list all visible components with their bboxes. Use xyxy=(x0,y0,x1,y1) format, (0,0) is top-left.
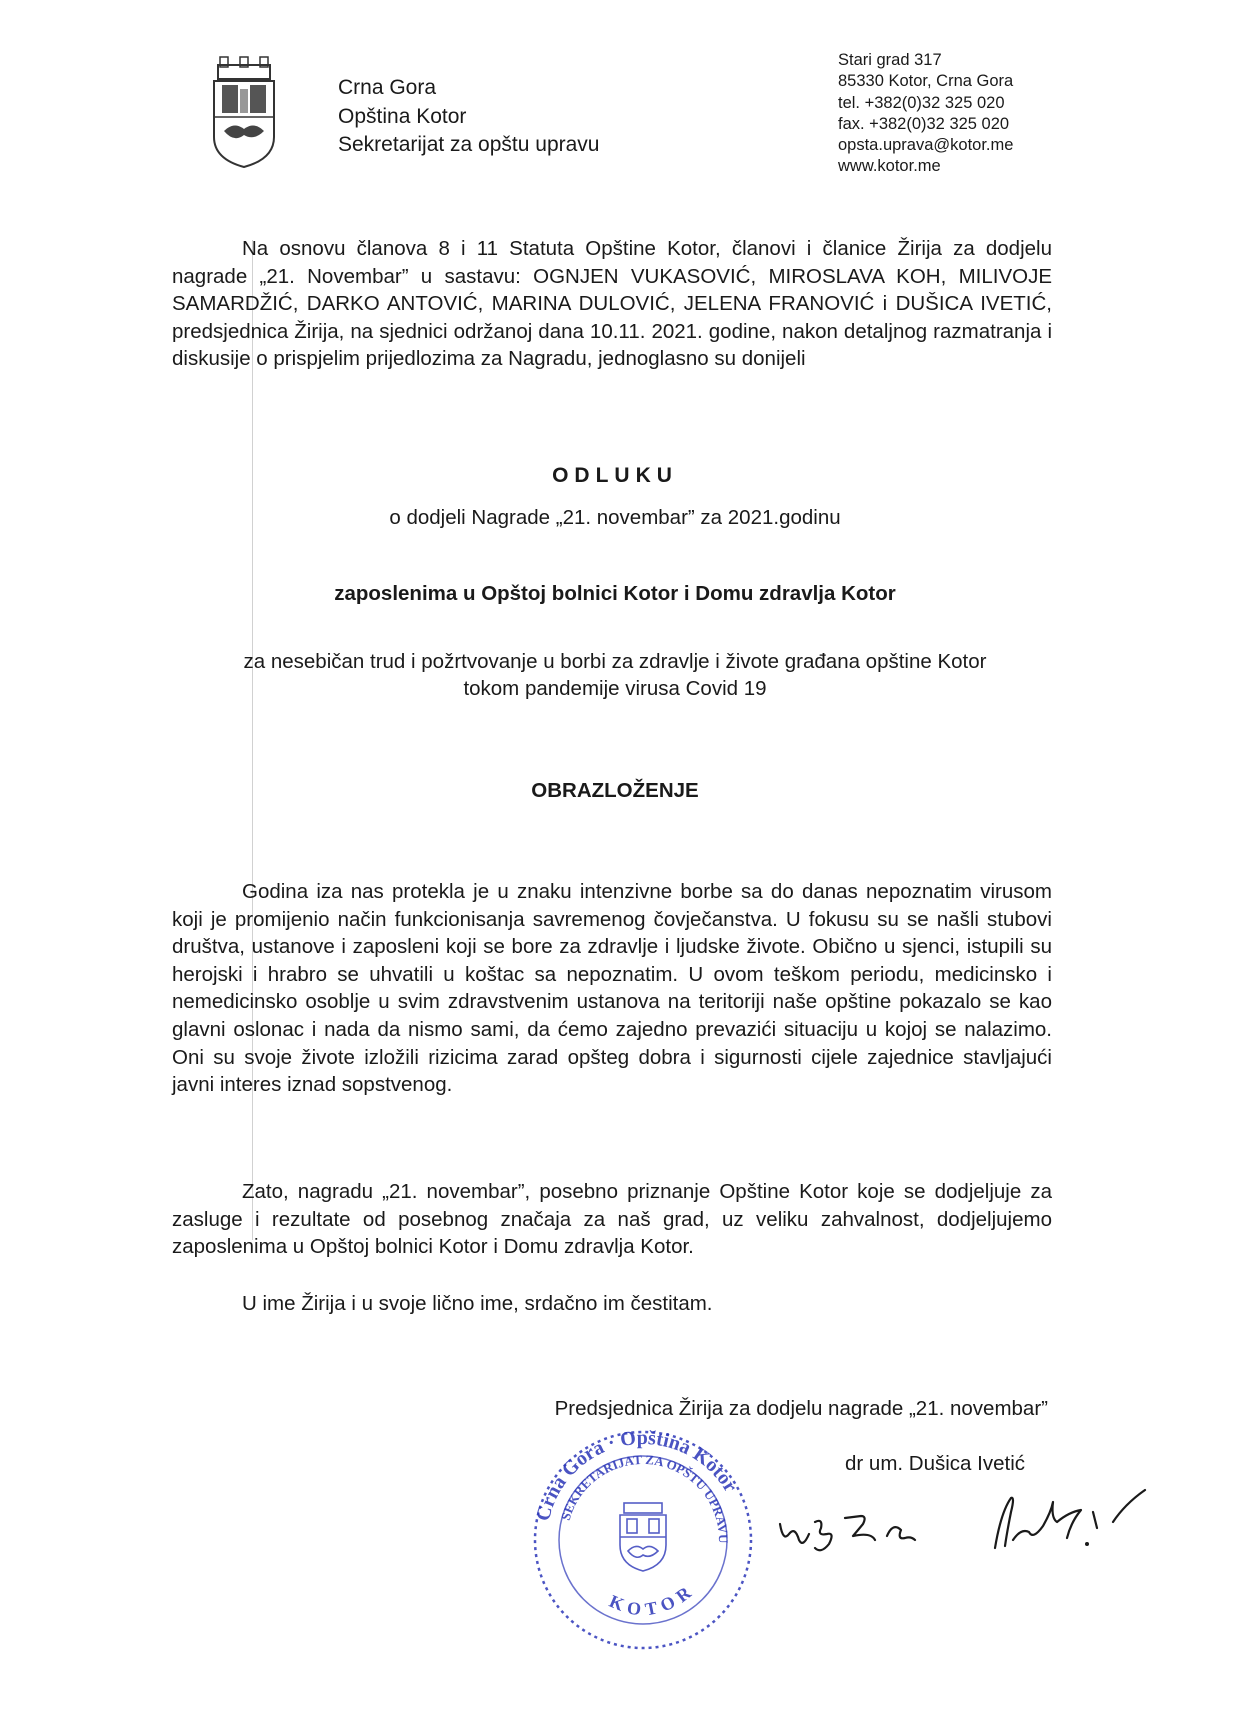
contact-phone: tel. +382(0)32 325 020 xyxy=(838,93,1005,112)
contact-city: 85330 Kotor, Crna Gora xyxy=(838,72,1014,91)
stamp-inner-text: SEKRETARIJAT ZA OPŠTU UPRAVU xyxy=(557,1451,732,1544)
decision-title: ODLUKU xyxy=(552,464,678,487)
stamp-bottom-text: KOTOR xyxy=(606,1578,700,1620)
explanation-title: OBRAZLOŽENJE xyxy=(531,779,699,802)
org-municipality: Opština Kotor xyxy=(338,104,467,128)
explanation-paragraph-1: Godina iza nas protekla je u znaku intenzivne borbe sa do danas nepoznatim virusom koji je promijenio način funkcionisanja savremenog čovječanstva. U fokusu su se našli stubovi društva, ustanove i zaposleni koji se bore za zdravlje i ljudske živote. Obično u sjenci, istupili su herojski i hrabro se uhvatili u koštac sa nepoznatim. U ovom teškom periodu, medicinsko i nemedicinsko osoblje u svim zdravstvenim ustanova na teritoriji naše opštine pokazalo se kao glavni oslonac i nada da nismo sami, da ćemo zajedno prevazići situaciju u kojoj se nalazimo. Oni su svoje živote izložili rizicima zarad opšteg dobra i sigurnosti cijele zajednice stavljajući javni interes iznad sopstvenog. xyxy=(172,880,1052,1097)
decision-recipients: zaposlenima u Opštoj bolnici Kotor i Domu zdravlja Kotor xyxy=(334,582,896,605)
handwritten-signature-icon xyxy=(775,1482,1160,1572)
decision-reason xyxy=(150,648,1080,702)
decision-reason-line2: tokom pandemije virusa Covid 19 xyxy=(463,677,767,700)
explanation-paragraph-2: Zato, nagradu „21. novembar”, posebno priznanje Opštine Kotor koje se dodjeljuje za zasluge i rezultate od posebnog značaja za naš grad, uz veliku zahvalnost, dodjeljujemo zaposlenima u Opštoj bolnici Kotor i Domu zdravlja Kotor. xyxy=(172,1180,1052,1259)
contact-website: www.kotor.me xyxy=(838,157,941,176)
intro-paragraph: Na osnovu članova 8 i 11 Statuta Opštine Kotor, članovi i članice Žirija za dodjelu nagrade „21. Novembar” u sastavu: OGNJEN VUKASOVIĆ, MIROSLAVA KOH, MILIVOJE SAMARDŽIĆ, DARKO ANTOVIĆ, MARINA DULOVIĆ, JELENA FRANOVIĆ i DUŠICA IVETIĆ, predsjednica Žirija, na sjednici održanoj dana 10.11. 2021. godine, nakon detaljnog razmatranja i diskusije o prispjelim prijedlozima za Nagradu, jednoglasno su donijeli xyxy=(172,237,1052,371)
organization-block xyxy=(338,74,599,160)
svg-text:KOTOR xyxy=(606,1579,699,1620)
contact-email: opsta.uprava@kotor.me xyxy=(838,136,1014,155)
signatory-name: dr um. Dušica Ivetić xyxy=(845,1452,1025,1475)
signatory-title: Predsjednica Žirija za dodjelu nagrade „21. novembar” xyxy=(554,1397,1048,1420)
contact-block xyxy=(838,50,1013,178)
org-country: Crna Gora xyxy=(338,76,437,99)
kotor-coat-of-arms-icon xyxy=(208,55,280,170)
official-stamp-icon xyxy=(528,1425,758,1655)
contact-address: Stari grad 317 xyxy=(838,51,942,69)
contact-fax: fax. +382(0)32 325 020 xyxy=(838,114,1010,133)
stamp-outer-text: Crna Gora · Opština Kotor xyxy=(531,1426,742,1524)
decision-subtitle: o dodjeli Nagrade „21. novembar” za 2021.godinu xyxy=(389,506,841,529)
org-department: Sekretarijat za opštu upravu xyxy=(338,133,600,156)
decision-reason-line1: za nesebičan trud i požrtvovanje u borbi za zdravlje i živote građana opštine Kotor xyxy=(243,650,987,673)
explanation-paragraph-3: U ime Žirija i u svoje lično ime, srdačno im čestitam. xyxy=(242,1292,713,1315)
